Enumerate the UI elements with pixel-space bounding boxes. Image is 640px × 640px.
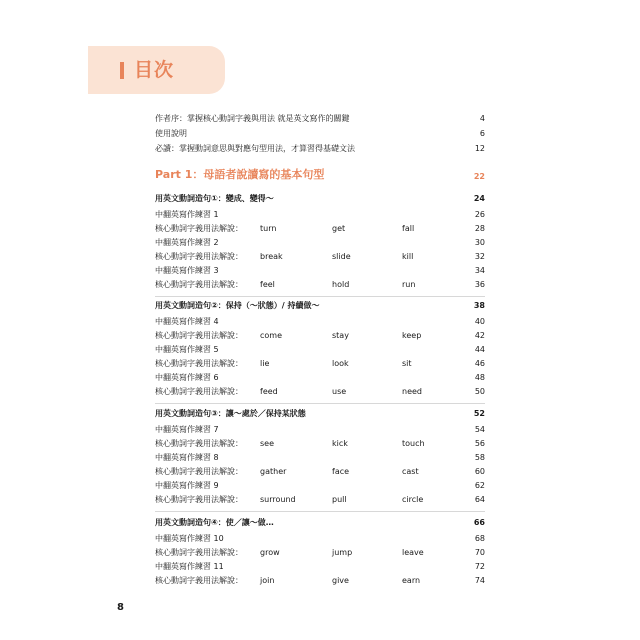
toc-entry-label: 核心動詞字義用法解說： bbox=[155, 439, 243, 448]
section-divider bbox=[155, 511, 485, 512]
verb-word: see bbox=[260, 439, 275, 448]
toc-entry-label: 用英文動詞造句③：讓～處於／保持某狀態 bbox=[155, 409, 306, 418]
verb-word: grow bbox=[260, 548, 280, 557]
toc-entry-label: 核心動詞字義用法解說： bbox=[155, 280, 243, 289]
toc-entry-label: 中翻英寫作練習 10 bbox=[155, 534, 224, 543]
toc-entry-page: 60 bbox=[474, 467, 485, 476]
toc-entry-page: 12 bbox=[474, 144, 485, 153]
toc-entry-label: 中翻英寫作練習 7 bbox=[155, 425, 219, 434]
verb-word: use bbox=[332, 387, 347, 396]
toc-entry-page: 56 bbox=[474, 439, 485, 448]
toc-entry-page: 64 bbox=[474, 495, 485, 504]
toc-entry-page: 30 bbox=[474, 238, 485, 247]
toc-entry-label: 中翻英寫作練習 3 bbox=[155, 266, 219, 275]
toc-entry-label: 核心動詞字義用法解說： bbox=[155, 548, 243, 557]
page-number: 8 bbox=[117, 602, 124, 613]
toc-entry-page: 46 bbox=[474, 359, 485, 368]
toc-entry-page: 74 bbox=[474, 576, 485, 585]
toc-entry-label: 使用說明 bbox=[155, 129, 187, 138]
toc-entry-page: 4 bbox=[479, 114, 485, 123]
toc-entry-page: 36 bbox=[474, 280, 485, 289]
toc-entry-page: 6 bbox=[479, 129, 485, 138]
toc-entry-page: 50 bbox=[474, 387, 485, 396]
toc-entry-page: 54 bbox=[474, 425, 485, 434]
verb-word: slide bbox=[332, 252, 351, 261]
toc-entry-label: 中翻英寫作練習 6 bbox=[155, 373, 219, 382]
toc-entry-label: 核心動詞字義用法解說： bbox=[155, 252, 243, 261]
verb-word: leave bbox=[402, 548, 424, 557]
toc-entry-label: 作者序：掌握核心動詞字義與用法 就是英文寫作的關鍵 bbox=[155, 114, 350, 123]
toc-entry-label: 核心動詞字義用法解說： bbox=[155, 331, 243, 340]
verb-word: kill bbox=[402, 252, 414, 261]
verb-word: face bbox=[332, 467, 350, 476]
toc-entry-page: 72 bbox=[474, 562, 485, 571]
verb-word: join bbox=[260, 576, 275, 585]
toc-entry-page: 62 bbox=[474, 481, 485, 490]
page-title: 目次 bbox=[134, 59, 175, 81]
verb-word: surround bbox=[260, 495, 296, 504]
toc-entry-page: 58 bbox=[474, 453, 485, 462]
toc-entry-page: 48 bbox=[474, 373, 485, 382]
toc-entry-page: 24 bbox=[473, 194, 485, 203]
section-divider bbox=[155, 296, 485, 297]
toc-entry-page: 44 bbox=[474, 345, 485, 354]
toc-entry-label: 核心動詞字義用法解說： bbox=[155, 576, 243, 585]
verb-word: touch bbox=[402, 439, 425, 448]
verb-word: feel bbox=[260, 280, 275, 289]
verb-word: sit bbox=[402, 359, 412, 368]
toc-entry-label: 中翻英寫作練習 11 bbox=[155, 562, 224, 571]
toc-entry-page: 34 bbox=[474, 266, 485, 275]
verb-word: circle bbox=[402, 495, 424, 504]
toc-entry-label: 核心動詞字義用法解說： bbox=[155, 387, 243, 396]
toc-entry-label: 必讀：掌握動詞意思與對應句型用法，才算習得基礎文法 bbox=[155, 144, 355, 153]
verb-word: jump bbox=[332, 548, 353, 557]
verb-word: come bbox=[260, 331, 283, 340]
verb-word: kick bbox=[332, 439, 348, 448]
toc-entry-page: 42 bbox=[474, 331, 485, 340]
toc-entry-label: 用英文動詞造句①：變成、變得～ bbox=[155, 194, 274, 203]
verb-word: pull bbox=[332, 495, 347, 504]
toc-entry-page: 70 bbox=[474, 548, 485, 557]
verb-word: lie bbox=[260, 359, 270, 368]
verb-word: run bbox=[402, 280, 416, 289]
part-heading-page: 22 bbox=[473, 172, 485, 181]
toc-entry-label: 中翻英寫作練習 1 bbox=[155, 210, 219, 219]
verb-word: turn bbox=[260, 224, 277, 233]
toc-entry-page: 52 bbox=[473, 409, 485, 418]
verb-word: gather bbox=[260, 467, 287, 476]
toc-entry-label: 中翻英寫作練習 5 bbox=[155, 345, 219, 354]
toc-entry-label: 用英文動詞造句②：保持（～狀態）/ 持續做～ bbox=[155, 301, 320, 310]
verb-word: keep bbox=[402, 331, 422, 340]
toc-entry-label: 中翻英寫作練習 8 bbox=[155, 453, 219, 462]
toc-entry-label: 核心動詞字義用法解說： bbox=[155, 224, 243, 233]
verb-word: break bbox=[260, 252, 283, 261]
toc-entry-page: 40 bbox=[474, 317, 485, 326]
toc-entry-page: 38 bbox=[473, 301, 485, 310]
toc-entry-label: 核心動詞字義用法解說： bbox=[155, 359, 243, 368]
verb-word: feed bbox=[260, 387, 278, 396]
toc-entry-label: 用英文動詞造句④：使／讓～做… bbox=[155, 518, 274, 527]
verb-word: hold bbox=[332, 280, 350, 289]
verb-word: earn bbox=[402, 576, 421, 585]
verb-word: look bbox=[332, 359, 349, 368]
verb-word: get bbox=[332, 224, 346, 233]
verb-word: fall bbox=[402, 224, 415, 233]
verb-word: give bbox=[332, 576, 349, 585]
verb-word: stay bbox=[332, 331, 349, 340]
toc-entry-page: 32 bbox=[474, 252, 485, 261]
toc-entry-page: 66 bbox=[473, 518, 485, 527]
section-divider bbox=[155, 403, 485, 404]
part-heading-label: Part 1：母語者說讀寫的基本句型 bbox=[155, 168, 325, 181]
toc-entry-page: 28 bbox=[474, 224, 485, 233]
part-heading[interactable] bbox=[155, 168, 485, 182]
toc-entry-label: 中翻英寫作練習 2 bbox=[155, 238, 219, 247]
toc-entry-label: 核心動詞字義用法解說： bbox=[155, 467, 243, 476]
toc-entry-page: 68 bbox=[474, 534, 485, 543]
toc-entry-label: 中翻英寫作練習 4 bbox=[155, 317, 219, 326]
verb-word: cast bbox=[402, 467, 419, 476]
toc-entry-label: 中翻英寫作練習 9 bbox=[155, 481, 219, 490]
toc-entry-page: 26 bbox=[474, 210, 485, 219]
toc-entry-label: 核心動詞字義用法解說： bbox=[155, 495, 243, 504]
verb-word: need bbox=[402, 387, 422, 396]
